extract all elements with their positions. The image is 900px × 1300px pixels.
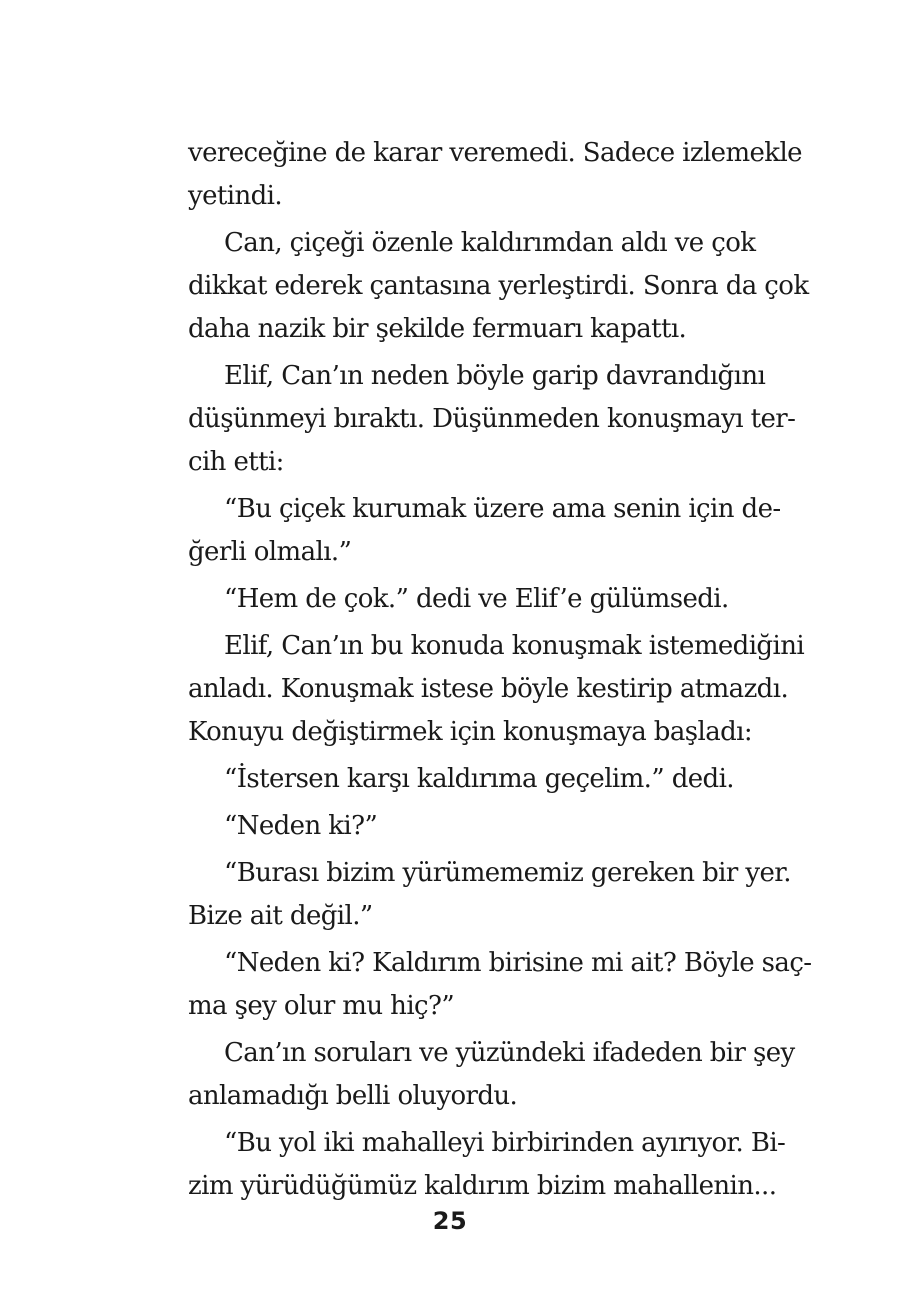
text-line: cih etti: [188, 447, 284, 477]
text-line: ma şey olur mu hiç?” [188, 991, 455, 1021]
text-line: Can’ın soruları ve yüzündeki ifadeden bir şey [224, 1038, 795, 1068]
text-line: “İstersen karşı kaldırıma geçelim.” dedi. [224, 764, 734, 794]
text-line: “Neden ki? Kaldırım birisine mi ait? Böyle saç- [224, 948, 812, 978]
text-line: anladı. Konuşmak istese böyle kestirip atmazdı. [188, 674, 789, 704]
text-line: Elif, Can’ın bu konuda konuşmak istemediğini [224, 631, 805, 661]
text-line: “Bu çiçek kurumak üzere ama senin için de- [224, 494, 781, 524]
text-line: yetindi. [188, 181, 283, 211]
text-line: dikkat ederek çantasına yerleştirdi. Sonra da çok [188, 271, 809, 301]
text-line: “Burası bizim yürümememiz gereken bir yer. [224, 858, 791, 888]
text-line: daha nazik bir şekilde fermuarı kapattı. [188, 314, 687, 344]
book-page-text [188, 132, 812, 1201]
text-line: “Bu yol iki mahalleyi birbirinden ayırıyor. Bi- [224, 1128, 786, 1158]
text-line: zim yürüdüğümüz kaldırım bizim mahallenin... [188, 1171, 777, 1201]
text-line: Bize ait değil.” [188, 901, 373, 931]
text-line: Elif, Can’ın neden böyle garip davrandığını [224, 361, 766, 391]
text-line: vereceğine de karar veremedi. Sadece izlemekle [188, 138, 802, 168]
text-line: ğerli olmalı.” [188, 537, 352, 567]
text-line: anlamadığı belli oluyordu. [188, 1081, 518, 1111]
text-line: düşünmeyi bıraktı. Düşünmeden konuşmayı ter- [188, 404, 796, 434]
text-line: Can, çiçeği özenle kaldırımdan aldı ve çok [224, 228, 756, 258]
text-line: Konuyu değiştirmek için konuşmaya başladı: [188, 717, 753, 747]
text-line: “Hem de çok.” dedi ve Elif’e gülümsedi. [224, 584, 729, 614]
page-number: 25 [432, 1207, 468, 1235]
text-line: “Neden ki?” [224, 811, 378, 841]
